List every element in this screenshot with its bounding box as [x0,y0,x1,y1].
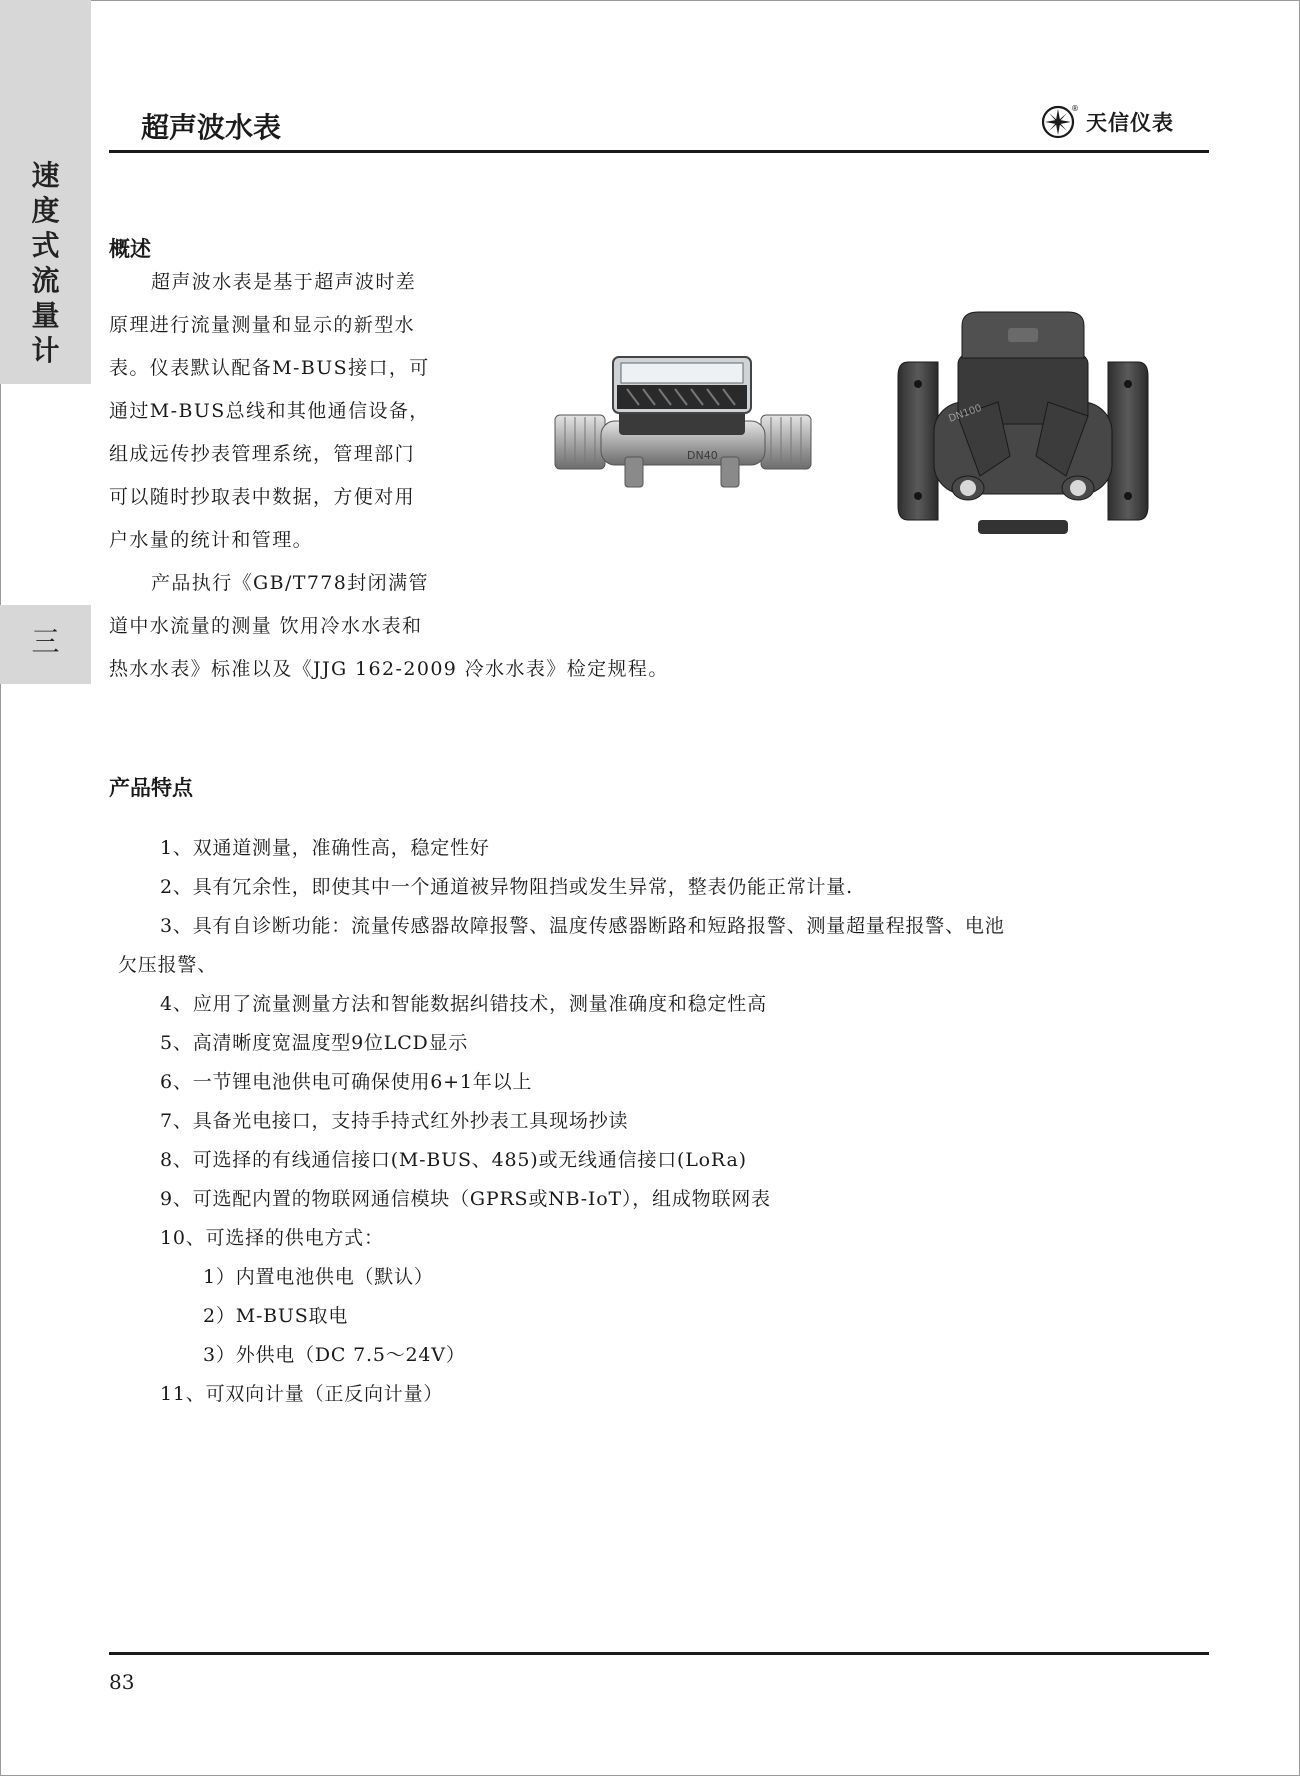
chapter-char: 量 [31,299,60,332]
feature-item: 4、应用了流量测量方法和智能数据纠错技术，测量准确度和稳定性高 [160,993,767,1015]
feature-item: 1、双通道测量，准确性高，稳定性好 [160,837,490,859]
feature-subitem: 3）外供电（DC 7.5～24V） [203,1344,466,1366]
brand-emblem-icon [1040,104,1079,140]
page-number: 83 [109,1670,135,1694]
overview-line: 可以随时抄取表中数据，方便对用 [109,486,416,508]
overview-line: 道中水流量的测量 饮用冷水水表和 [109,615,423,637]
feature-subitem: 2）M-BUS取电 [203,1305,349,1327]
feature-item: 9、可选配内置的物联网通信模块（GPRS或NB-IoT），组成物联网表 [160,1188,771,1210]
feature-item: 3、具有自诊断功能：流量传感器故障报警、温度传感器断路和短路报警、测量超量程报警、电池 [160,915,1005,937]
chapter-char: 计 [31,334,60,367]
brand-name: 天信仪表 [1086,110,1174,135]
small-meter-label: DN40 [687,449,718,462]
footer-rule [109,1652,1209,1655]
feature-item: 11、可双向计量（正反向计量） [160,1383,444,1405]
small-ultrasonic-meter-image [553,345,813,495]
overview-line: 户水量的统计和管理。 [109,529,314,551]
large-meter-label: DN100 [947,402,984,425]
feature-item: 7、具备光电接口，支持手持式红外抄表工具现场抄读 [160,1110,629,1132]
feature-subitem: 1）内置电池供电（默认） [203,1266,434,1288]
page-title: 超声波水表 [141,111,282,144]
feature-item: 10、可选择的供电方式： [160,1227,384,1249]
chapter-char: 流 [31,264,60,297]
overview-line: 原理进行流量测量和显示的新型水 [109,314,416,336]
feature-item: 8、可选择的有线通信接口(M-BUS、485)或无线通信接口(LoRa) [160,1149,747,1171]
overview-heading: 概述 [109,237,151,261]
overview-line: 组成远传抄表管理系统，管理部门 [109,443,416,465]
header-rule [109,150,1209,153]
large-ultrasonic-meter-image [898,306,1148,538]
feature-item: 2、具有冗余性，即使其中一个通道被异物阻挡或发生异常，整表仍能正常计量. [160,876,853,898]
feature-item: 5、高清晰度宽温度型9位LCD显示 [160,1032,469,1054]
chapter-tab-title [0,158,91,368]
overview-line: 产品执行《GB/T778封闭满管 [151,572,429,594]
chapter-number: 三 [31,625,60,658]
overview-line: 通过M-BUS总线和其他通信设备， [109,400,430,422]
chapter-char: 速 [31,159,60,192]
features-list [109,829,1209,1414]
chapter-char: 度 [31,194,60,227]
overview-line: 超声波水表是基于超声波时差 [151,271,417,293]
feature-item: 6、一节锂电池供电可确保使用6+1年以上 [160,1071,533,1093]
chapter-char: 式 [31,229,60,262]
registered-mark: ® [1071,104,1079,113]
features-heading: 产品特点 [109,776,193,800]
feature-item-continuation: 欠压报警、 [118,954,218,976]
brand-logo [1040,104,1174,140]
overview-line: 热水水表》标准以及《JJG 162-2009 冷水水表》检定规程。 [109,658,669,680]
overview-line: 表。仪表默认配备M-BUS接口，可 [109,357,430,379]
